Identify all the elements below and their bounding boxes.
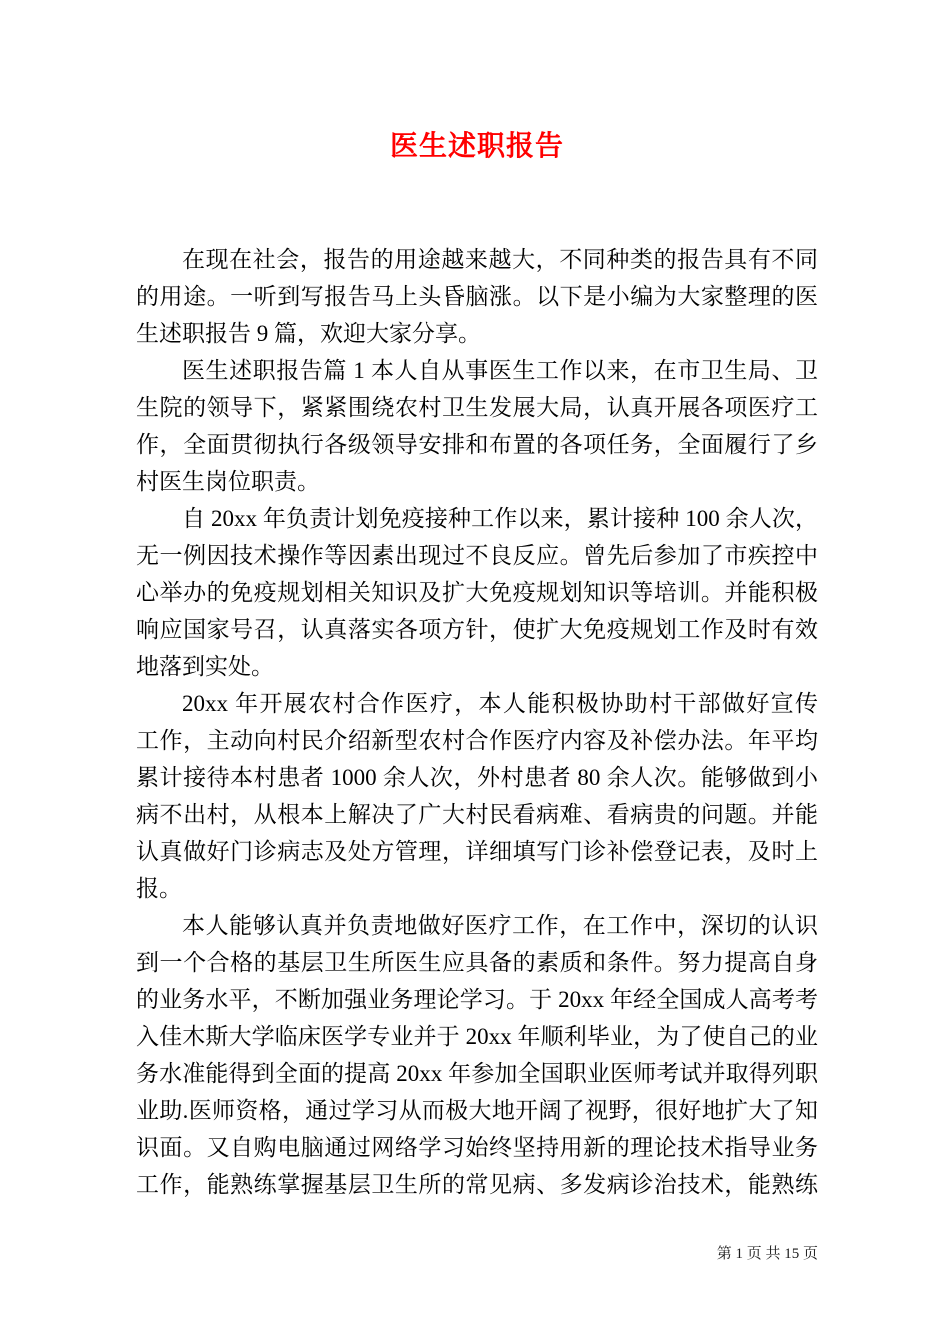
text-line: 工作，主动向村民介绍新型农村合作医疗内容及补偿办法。年平均 xyxy=(136,728,818,753)
text-line: 生述职报告 9 篇，欢迎大家分享。 xyxy=(136,321,481,346)
text-line: 地落到实处。 xyxy=(136,654,274,679)
document-body xyxy=(136,241,818,1203)
text-line: 报。 xyxy=(136,876,182,901)
text-line: 村医生岗位职责。 xyxy=(136,469,320,494)
text-line: 认真做好门诊病志及处方管理，详细填写门诊补偿登记表，及时上 xyxy=(136,839,818,864)
text-line: 作，全面贯彻执行各级领导安排和布置的各项任务，全面履行了乡 xyxy=(136,432,818,457)
text-line: 工作，能熟练掌握基层卫生所的常见病、多发病诊治技术，能熟练 xyxy=(136,1172,818,1197)
text-line: 医生述职报告篇 1 本人自从事医生工作以来，在市卫生局、卫 xyxy=(182,358,818,383)
text-line: 病不出村，从根本上解决了广大村民看病难、看病贵的问题。并能 xyxy=(136,802,818,827)
text-line: 的用途。一听到写报告马上头昏脑涨。以下是小编为大家整理的医 xyxy=(136,284,818,309)
text-line: 识面。又自购电脑通过网络学习始终坚持用新的理论技术指导业务 xyxy=(136,1135,818,1160)
paragraph xyxy=(136,352,818,500)
text-line: 在现在社会，报告的用途越来越大，不同种类的报告具有不同 xyxy=(182,247,818,272)
paragraph xyxy=(136,907,818,1203)
text-line: 无一例因技术操作等因素出现过不良反应。曾先后参加了市疾控中 xyxy=(136,543,818,568)
text-line: 务水准能得到全面的提高 20xx 年参加全国职业医师考试并取得列职 xyxy=(136,1061,818,1086)
text-line: 入佳木斯大学临床医学专业并于 20xx 年顺利毕业，为了使自己的业 xyxy=(136,1024,818,1049)
text-line: 自 20xx 年负责计划免疫接种工作以来，累计接种 100 余人次， xyxy=(182,506,818,531)
paragraph xyxy=(136,500,818,685)
paragraph xyxy=(136,241,818,352)
text-line: 到一个合格的基层卫生所医生应具备的素质和条件。努力提高自身 xyxy=(136,950,818,975)
page-title: 医生述职报告 xyxy=(389,131,564,162)
text-line: 心举办的免疫规划相关知识及扩大免疫规划知识等培训。并能积极 xyxy=(136,580,818,605)
text-line: 业助.医师资格，通过学习从而极大地开阔了视野，很好地扩大了知 xyxy=(136,1098,818,1123)
text-line: 的业务水平，不断加强业务理论学习。于 20xx 年经全国成人高考考 xyxy=(136,987,818,1012)
text-line: 20xx 年开展农村合作医疗，本人能积极协助村干部做好宣传 xyxy=(182,691,818,716)
paragraph xyxy=(136,685,818,907)
text-line: 本人能够认真并负责地做好医疗工作，在工作中，深切的认识 xyxy=(182,913,818,938)
text-line: 响应国家号召，认真落实各项方针，使扩大免疫规划工作及时有效 xyxy=(136,617,818,642)
text-line: 累计接待本村患者 1000 余人次，外村患者 80 余人次。能够做到小 xyxy=(136,765,818,790)
text-line: 生院的领导下，紧紧围绕农村卫生发展大局，认真开展各项医疗工 xyxy=(136,395,818,420)
page-number-footer: 第 1 页 共 15 页 xyxy=(716,1246,818,1262)
